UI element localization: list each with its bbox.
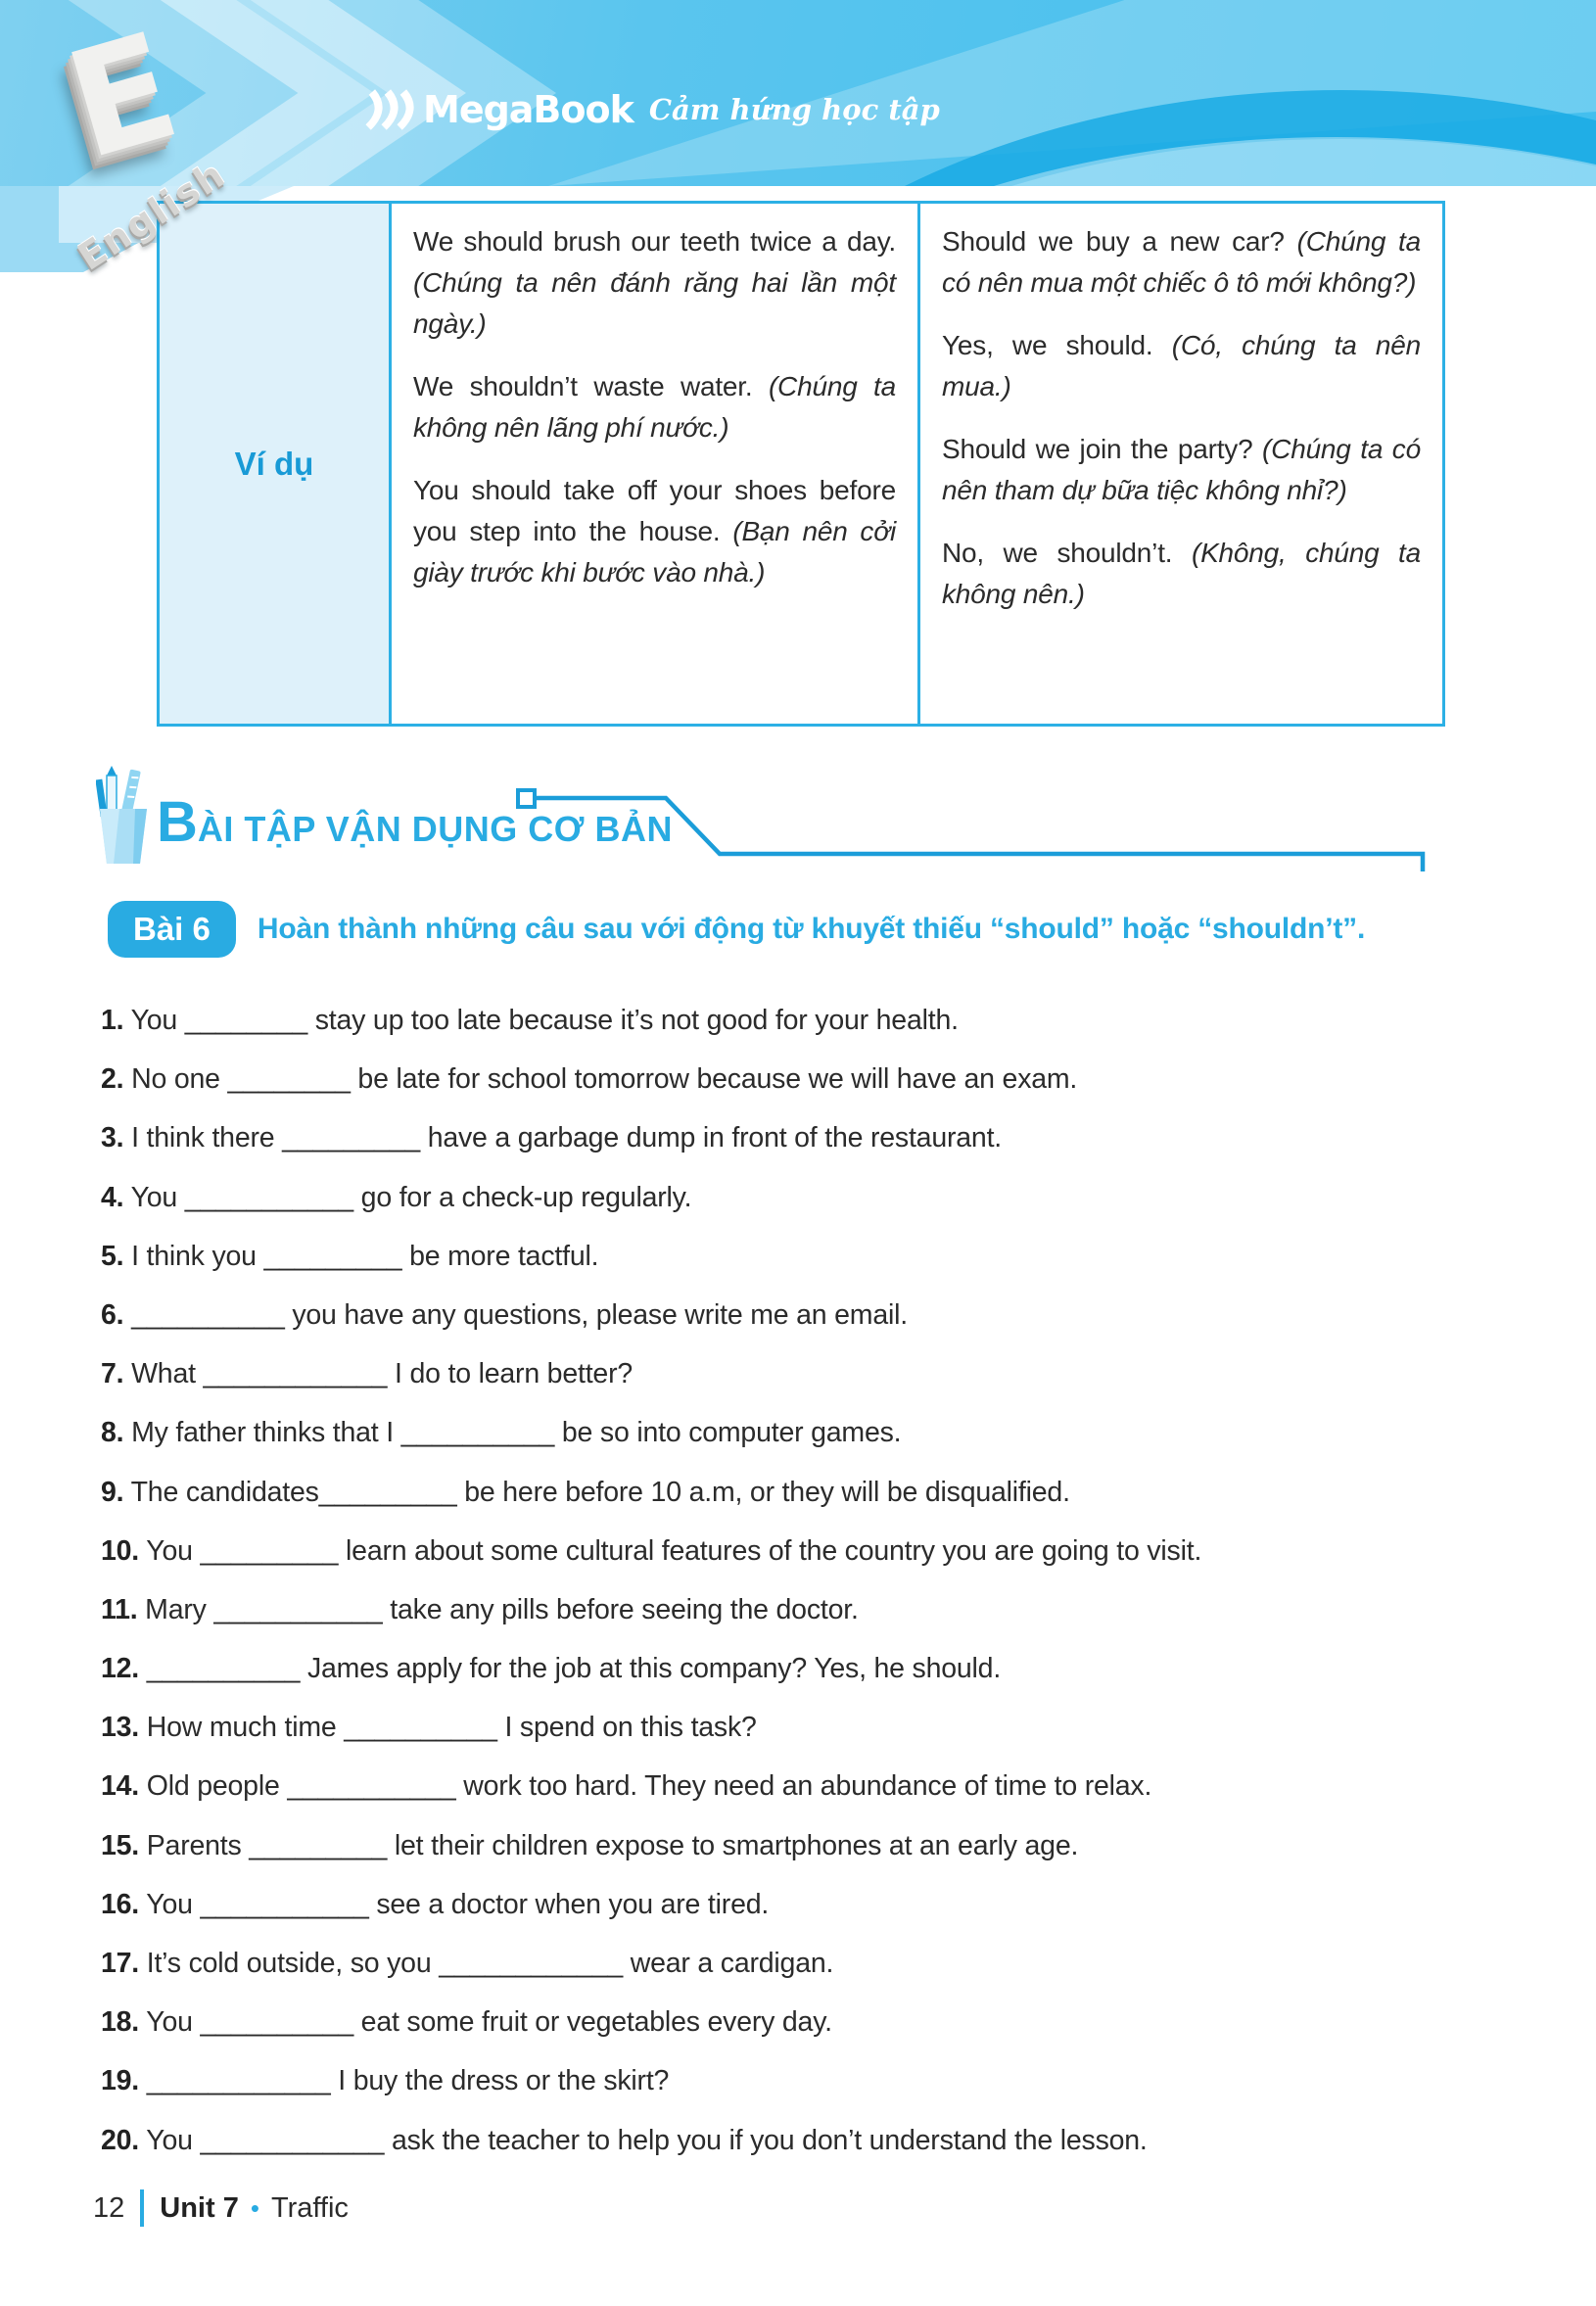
item-text: Mary ___________ take any pills before seeing the doctor.: [145, 1593, 859, 1625]
exercise-item: [101, 991, 1550, 1050]
exercise-item: [101, 1108, 1550, 1167]
footer-divider: [140, 2189, 144, 2227]
sentence-en: We shouldn’t waste water.: [413, 371, 753, 401]
exercise-item: [101, 2111, 1550, 2170]
example-table: [157, 201, 1445, 727]
sentence-en: Should we buy a new car?: [942, 226, 1285, 257]
exercise-item: [101, 2051, 1550, 2110]
exercise-instruction: Hoàn thành những câu sau với động từ khuyết thiếu “should” hoặc “shouldn’t”.: [257, 913, 1366, 945]
item-number: 12.: [101, 1653, 140, 1685]
exercise-badge: Bài 6: [108, 901, 236, 958]
english-3d-logo: [29, 1, 284, 279]
exercise-item: [101, 1580, 1550, 1639]
item-number: 7.: [101, 1358, 124, 1390]
example-label: Ví dụ: [234, 445, 314, 482]
example-sentence: [942, 325, 1421, 407]
item-text: __________ James apply for the job at this company? Yes, he should.: [146, 1653, 1002, 1685]
brand-name: MegaBook: [423, 88, 634, 131]
item-number: 19.: [101, 2065, 140, 2097]
item-number: 2.: [101, 1063, 124, 1096]
unit-label: Unit 7: [160, 2191, 239, 2224]
exercise-item: [101, 1698, 1550, 1757]
item-text: You _________ learn about some cultural features of the country you are going to visit.: [146, 1534, 1202, 1567]
item-text: What ____________ I do to learn better?: [131, 1358, 634, 1390]
unit-topic: Traffic: [270, 2191, 349, 2224]
exercise-item: [101, 1050, 1550, 1108]
footer-bullet: •: [250, 2192, 259, 2223]
sentence-en: Yes, we should.: [942, 330, 1153, 360]
page-footer: [93, 2189, 349, 2227]
sentence-vi: (Chúng ta không nên lãng phí nước.): [413, 371, 896, 443]
item-text: No one ________ be late for school tomorrow because we will have an exam.: [131, 1063, 1078, 1096]
sentence-en: You should take off your shoes before you step into the house.: [413, 475, 896, 546]
sentence-vi: (Chúng ta có nên mua một chiếc ô tô mới không?): [942, 226, 1421, 298]
item-number: 18.: [101, 2006, 140, 2039]
example-sentence: [942, 429, 1421, 511]
item-text: The candidates_________ be here before 10 a.m, or they will be disqualified.: [130, 1476, 1070, 1508]
megabook-arcs-icon: [362, 88, 418, 131]
item-number: 8.: [101, 1417, 124, 1449]
example-sentence: [413, 221, 896, 345]
item-number: 3.: [101, 1122, 124, 1154]
exercise-item: [101, 1403, 1550, 1462]
item-number: 17.: [101, 1948, 140, 1979]
sentence-vi: (Có, chúng ta nên mua.): [942, 330, 1421, 401]
section-decorative-line: [509, 781, 1449, 879]
item-number: 5.: [101, 1240, 124, 1272]
exercise-list: [101, 991, 1550, 2170]
exercise-item: [101, 1993, 1550, 2051]
example-sentence: [942, 533, 1421, 615]
sentence-vi: (Chúng ta nên đánh răng hai lần một ngày.): [413, 267, 896, 339]
item-text: My father thinks that I __________ be so into computer games.: [131, 1417, 902, 1449]
item-number: 13.: [101, 1712, 140, 1744]
logo-letter-e: E: [51, 1, 195, 193]
exercise-item: [101, 1344, 1550, 1403]
item-text: It’s cold outside, so you ____________ wear a cardigan.: [146, 1948, 834, 1979]
item-number: 20.: [101, 2124, 140, 2156]
item-text: ____________ I buy the dress or the skirt?: [146, 2065, 670, 2097]
item-text: I think there _________ have a garbage dump in front of the restaurant.: [131, 1122, 1003, 1154]
item-text: __________ you have any questions, please write me an email.: [131, 1298, 908, 1331]
brand-slogan: Cảm hứng học tập: [648, 93, 940, 126]
megabook-logo: [364, 88, 940, 131]
logo-word-english: English: [70, 152, 234, 279]
item-text: You ___________ see a doctor when you are tired.: [146, 1888, 770, 1920]
item-number: 11.: [101, 1593, 138, 1625]
example-questions-cell: [920, 204, 1442, 724]
exercise-item: [101, 1639, 1550, 1698]
exercise-item: [101, 1875, 1550, 1934]
item-text: You ________ stay up too late because it’s not good for your health.: [130, 1005, 959, 1036]
item-text: I think you _________ be more tactful.: [131, 1240, 599, 1272]
item-number: 14.: [101, 1770, 140, 1803]
item-text: You ____________ ask the teacher to help you if you don’t understand the lesson.: [146, 2124, 1148, 2156]
page-number: 12: [93, 2191, 125, 2224]
item-text: Parents _________ let their children expose to smartphones at an early age.: [146, 1829, 1079, 1861]
item-number: 16.: [101, 1888, 140, 1920]
item-number: 15.: [101, 1829, 140, 1861]
item-number: 6.: [101, 1298, 124, 1331]
item-text: You __________ eat some fruit or vegetables every day.: [146, 2006, 832, 2039]
sentence-en: No, we shouldn’t.: [942, 538, 1173, 568]
sentence-vi: (Không, chúng ta không nên.): [942, 538, 1421, 609]
exercise-item: [101, 1934, 1550, 1993]
exercise-heading: [108, 901, 1365, 958]
example-label-cell: [160, 204, 392, 724]
exercise-item: [101, 1286, 1550, 1344]
item-text: You ___________ go for a check-up regularly.: [130, 1181, 692, 1213]
item-number: 1.: [101, 1005, 124, 1036]
exercise-item: [101, 1522, 1550, 1580]
section-title-initial: B: [157, 790, 198, 854]
sentence-en: Should we join the party?: [942, 434, 1253, 464]
stationery-icon: [96, 764, 151, 866]
section-title-rest: ÀI TẬP VẬN DỤNG CƠ BẢN: [197, 809, 673, 849]
example-sentence: [413, 470, 896, 593]
example-sentence: [413, 366, 896, 448]
exercise-item: [101, 1168, 1550, 1227]
exercise-item: [101, 1463, 1550, 1522]
sentence-en: We should brush our teeth twice a day.: [413, 226, 896, 257]
example-sentence: [942, 221, 1421, 304]
sentence-vi: (Chúng ta có nên tham dự bữa tiệc không nhỉ?): [942, 434, 1421, 505]
exercise-item: [101, 1757, 1550, 1815]
sentence-vi: (Bạn nên cởi giày trước khi bước vào nhà.): [413, 516, 896, 588]
exercise-item: [101, 1816, 1550, 1875]
item-text: How much time __________ I spend on this task?: [146, 1712, 757, 1744]
item-number: 4.: [101, 1181, 124, 1213]
item-number: 10.: [101, 1534, 140, 1567]
item-text: Old people ___________ work too hard. They need an abundance of time to relax.: [146, 1770, 1152, 1803]
example-statements-cell: [392, 204, 920, 724]
exercise-item: [101, 1227, 1550, 1286]
item-number: 9.: [101, 1476, 124, 1508]
